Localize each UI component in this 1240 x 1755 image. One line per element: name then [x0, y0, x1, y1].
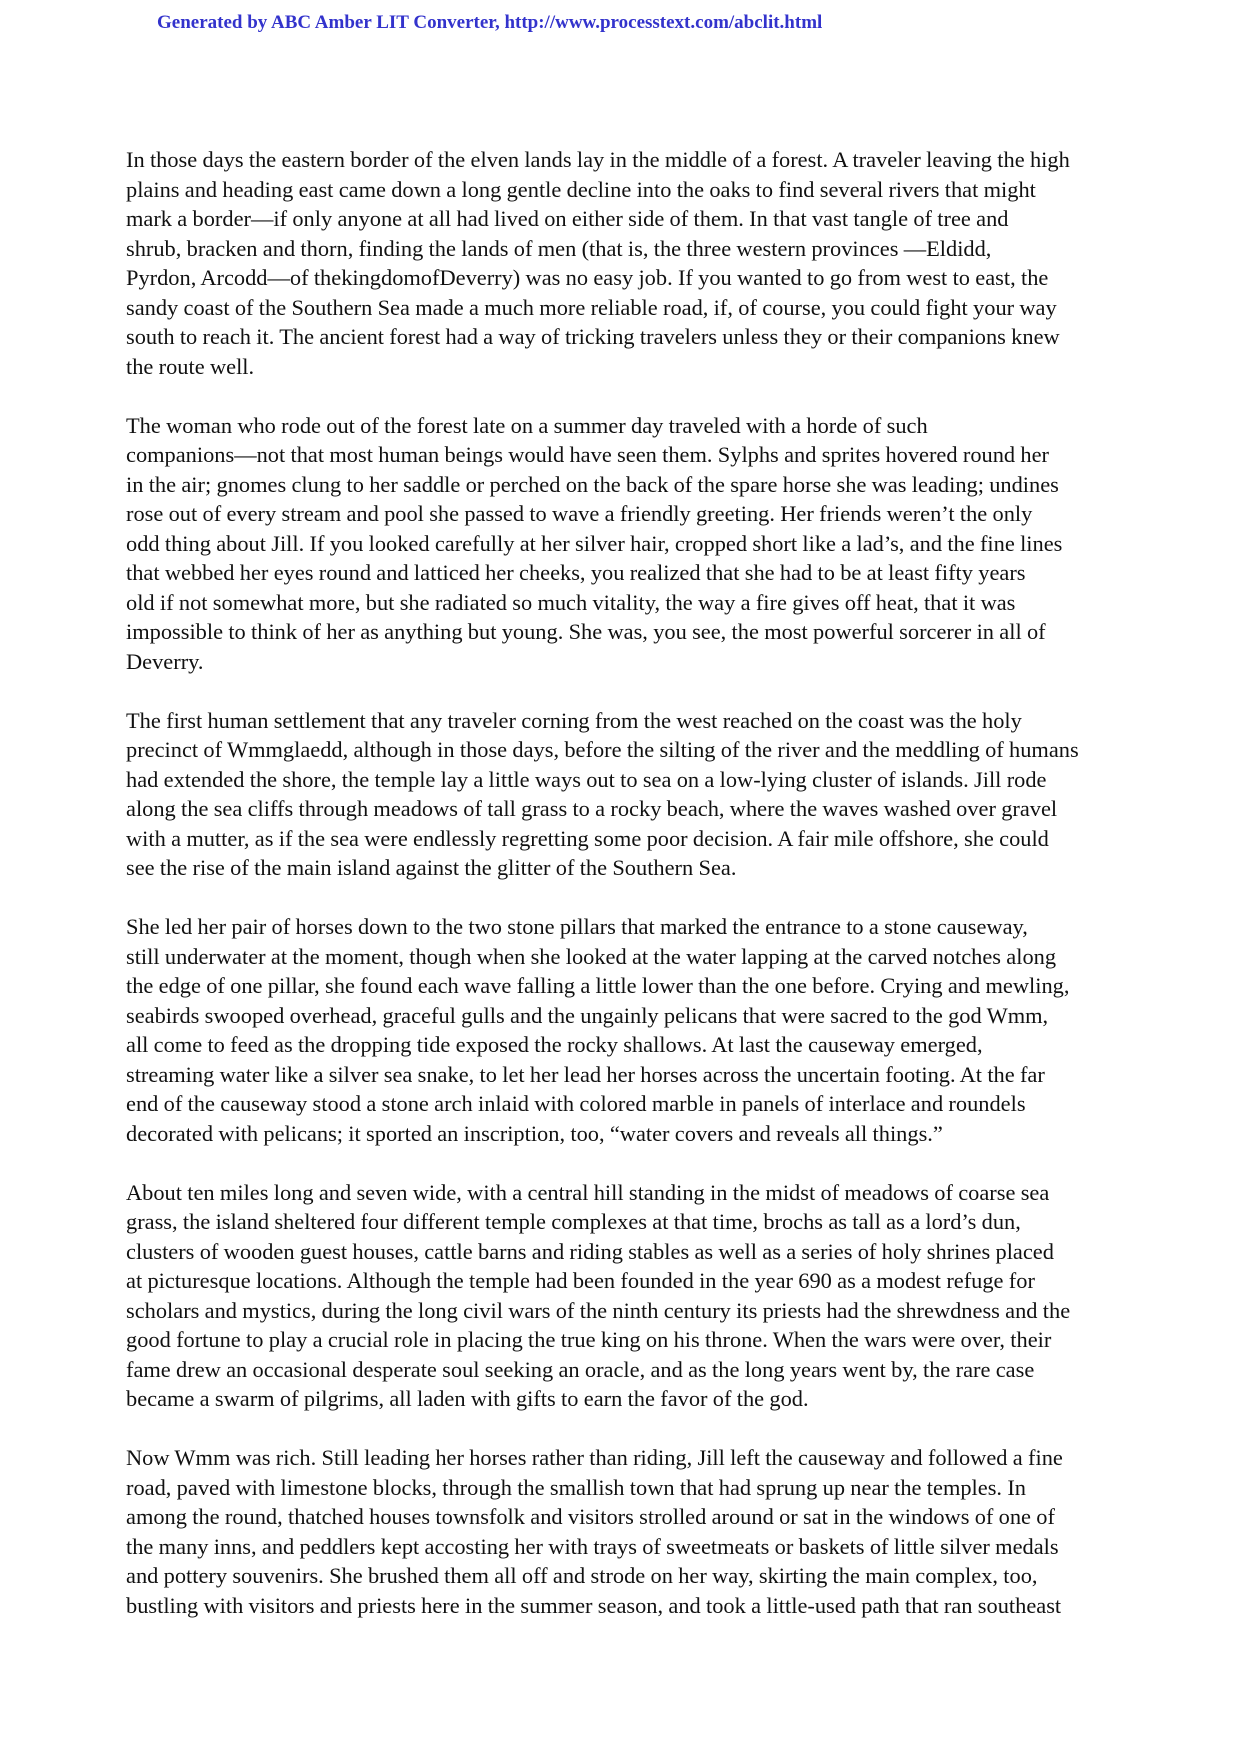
- document-body: [126, 145, 1126, 1650]
- text-line: the many inns, and peddlers kept accosting her with trays of sweetmeats or baskets of little silver medals: [126, 1533, 1059, 1559]
- text-line: in the air; gnomes clung to her saddle or perched on the back of the spare horse she was leading; undines: [126, 471, 1059, 497]
- text-line: The woman who rode out of the forest late on a summer day traveled with a horde of such: [126, 412, 928, 438]
- text-line: among the round, thatched houses townsfolk and visitors strolled around or sat in the windows of one of: [126, 1504, 1055, 1529]
- paragraph: [126, 145, 1126, 381]
- paragraph: [126, 1178, 1126, 1414]
- text-line: plains and heading east came down a long gentle decline into the oaks to find several rivers that might: [126, 176, 1036, 202]
- text-line: Now Wmm was rich. Still leading her horses rather than riding, Jill left the causeway and followed a fine: [126, 1445, 1063, 1470]
- text-line: streaming water like a silver sea snake, to let her lead her horses across the uncertain footing. At the far: [126, 1061, 1045, 1087]
- text-line: that webbed her eyes round and latticed her cheeks, you realized that she had to be at least fifty years: [126, 560, 1026, 585]
- text-line: impossible to think of her as anything but young. She was, you see, the most powerful sorcerer in all of: [126, 619, 1046, 644]
- text-line: shrub, bracken and thorn, finding the lands of men (that is, the three western provinces —Eldidd,: [126, 235, 992, 261]
- text-line: had extended the shore, the temple lay a little ways out to sea on a low-lying cluster of islands. Jill rode: [126, 766, 1047, 792]
- text-line: road, paved with limestone blocks, through the smallish town that had sprung up near the temples. In: [126, 1474, 1026, 1500]
- text-line: The first human settlement that any traveler corning from the west reached on the coast was the holy: [126, 707, 1022, 733]
- text-line: mark a border—if only anyone at all had lived on either side of them. In that vast tangle of tree and: [126, 206, 1009, 231]
- text-line: bustling with visitors and priests here in the summer season, and took a little-used path that ran southeast: [126, 1592, 1062, 1618]
- text-line: good fortune to play a crucial role in placing the true king on his throne. When the wars were over, their: [126, 1327, 1052, 1352]
- text-line: rose out of every stream and pool she passed to wave a friendly greeting. Her friends weren’t the only: [126, 501, 1033, 526]
- text-line: along the sea cliffs through meadows of tall grass to a rocky beach, where the waves washed over gravel: [126, 796, 1058, 821]
- text-line: scholars and mystics, during the long civil wars of the ninth century its priests had the shrewdness and the: [126, 1297, 1071, 1323]
- text-line: decorated with pelicans; it sported an inscription, too, “water covers and reveals all things.”: [126, 1120, 943, 1146]
- text-line: sandy coast of the Southern Sea made a much more reliable road, if, of course, you could fight your way: [126, 294, 1057, 320]
- paragraph: [126, 1443, 1126, 1620]
- text-line: fame drew an occasional desperate soul seeking an oracle, and as the long years went by, the rare case: [126, 1356, 1035, 1382]
- text-line: grass, the island sheltered four different temple complexes at that time, brochs as tall as a lord’s dun,: [126, 1209, 1021, 1234]
- text-line: still underwater at the moment, though when she looked at the water lapping at the carved notches along: [126, 943, 1057, 969]
- text-line: precinct of Wmmglaedd, although in those days, before the silting of the river and the meddling of humans: [126, 737, 1079, 762]
- text-line: see the rise of the main island against the glitter of the Southern Sea.: [126, 855, 737, 880]
- text-line: odd thing about Jill. If you looked carefully at her silver hair, cropped short like a lad’s, and the fine lines: [126, 530, 1063, 556]
- text-line: the route well.: [126, 353, 255, 379]
- text-line: companions—not that most human beings would have seen them. Sylphs and sprites hovered round her: [126, 442, 1049, 467]
- text-line: Pyrdon, Arcodd—of thekingdomofDeverry) was no easy job. If you wanted to go from west to east, the: [126, 265, 1049, 290]
- text-line: seabirds swooped overhead, graceful gulls and the ungainly pelicans that were sacred to the god Wmm,: [126, 1002, 1049, 1028]
- paragraph: [126, 411, 1126, 677]
- text-line: end of the causeway stood a stone arch inlaid with colored marble in panels of interlace and roundels: [126, 1091, 1026, 1116]
- text-line: at picturesque locations. Although the temple had been founded in the year 690 as a modest refuge for: [126, 1268, 1035, 1293]
- text-line: all come to feed as the dropping tide exposed the rocky shallows. At last the causeway emerged,: [126, 1032, 983, 1057]
- text-line: south to reach it. The ancient forest had a way of tricking travelers unless they or their companions knew: [126, 324, 1060, 349]
- text-line: with a mutter, as if the sea were endlessly regretting some poor decision. A fair mile offshore, she could: [126, 825, 1049, 851]
- text-line: old if not somewhat more, but she radiated so much vitality, the way a fire gives off heat, that it was: [126, 589, 1016, 615]
- paragraph: [126, 912, 1126, 1148]
- paragraph: [126, 706, 1126, 883]
- text-line: Deverry.: [126, 648, 204, 674]
- text-line: She led her pair of horses down to the two stone pillars that marked the entrance to a stone causeway,: [126, 914, 1028, 939]
- text-line: About ten miles long and seven wide, with a central hill standing in the midst of meadows of coarse sea: [126, 1179, 1050, 1205]
- text-line: and pottery souvenirs. She brushed them all off and strode on her way, skirting the main complex, too,: [126, 1563, 1038, 1588]
- text-line: became a swarm of pilgrims, all laden with gifts to earn the favor of the god.: [126, 1386, 809, 1411]
- text-line: clusters of wooden guest houses, cattle barns and riding stables as well as a series of holy shrines placed: [126, 1238, 1054, 1264]
- converter-link[interactable]: Generated by ABC Amber LIT Converter, http://www.processtext.com/abclit.html: [157, 12, 823, 33]
- text-line: the edge of one pillar, she found each wave falling a little lower than the one before. Crying and mewling,: [126, 973, 1070, 998]
- text-line: In those days the eastern border of the elven lands lay in the middle of a forest. A traveler leaving the high: [126, 147, 1070, 172]
